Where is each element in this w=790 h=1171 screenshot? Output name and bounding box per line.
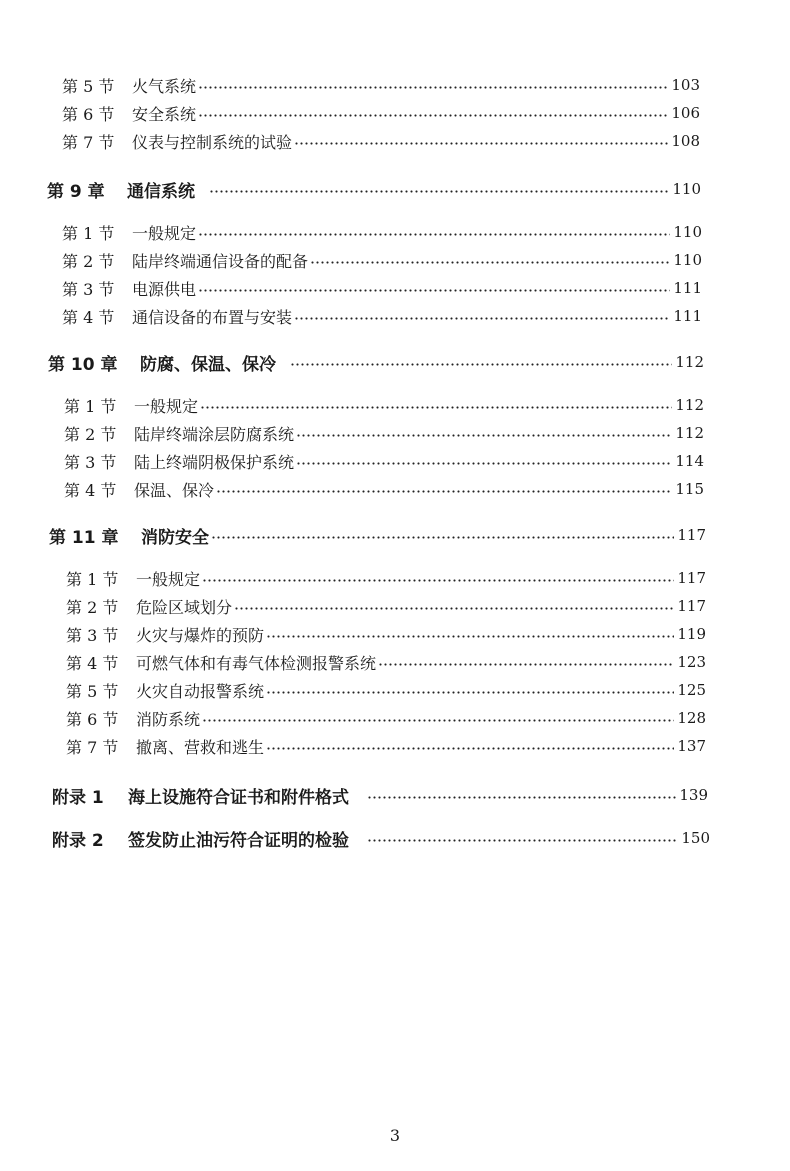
entry-page: 125 bbox=[677, 681, 706, 699]
entry-title: 电源供电 bbox=[132, 279, 197, 299]
toc-entry bbox=[66, 704, 706, 732]
dot-leader bbox=[266, 635, 674, 638]
toc-entry bbox=[66, 648, 706, 676]
entry-page: 111 bbox=[673, 307, 702, 325]
entry-label: 第 5 节 bbox=[66, 681, 119, 701]
entry-label: 第 7 节 bbox=[66, 737, 119, 757]
entry-label: 第 2 节 bbox=[62, 251, 115, 271]
toc-entry bbox=[62, 71, 700, 99]
entry-page: 128 bbox=[677, 709, 706, 727]
entry-title: 火灾自动报警系统 bbox=[136, 681, 265, 701]
toc-entry bbox=[66, 732, 706, 760]
chapter-label: 第 11 章 bbox=[49, 527, 119, 548]
entry-title: 撤离、营救和逃生 bbox=[136, 737, 265, 757]
chapter-label: 第 9 章 bbox=[47, 181, 105, 202]
toc-entry bbox=[66, 676, 706, 704]
dot-leader bbox=[198, 289, 670, 292]
appendix-label: 附录 1 bbox=[52, 787, 104, 808]
entry-title: 陆岸终端涂层防腐系统 bbox=[134, 424, 295, 444]
appendix-title: 海上设施符合证书和附件格式 bbox=[128, 787, 349, 808]
chapter-title: 消防安全 bbox=[141, 527, 209, 548]
chapter-title: 通信系统 bbox=[127, 181, 195, 202]
entry-page: 108 bbox=[671, 132, 700, 150]
entry-title: 一般规定 bbox=[136, 569, 201, 589]
appendix-page: 150 bbox=[681, 829, 710, 847]
toc-chapter bbox=[47, 175, 701, 203]
toc-appendix bbox=[52, 781, 708, 809]
toc-entry bbox=[64, 447, 704, 475]
entry-page: 110 bbox=[673, 223, 702, 241]
entry-label: 第 7 节 bbox=[62, 132, 115, 152]
entry-page: 106 bbox=[671, 104, 700, 122]
entry-label: 第 1 节 bbox=[66, 569, 119, 589]
chapter-title: 防腐、保温、保冷 bbox=[140, 354, 276, 375]
dot-leader bbox=[367, 796, 676, 799]
toc-entry bbox=[62, 99, 700, 127]
entry-page: 110 bbox=[673, 251, 702, 269]
appendix-label: 附录 2 bbox=[52, 830, 104, 851]
entry-title: 陆岸终端通信设备的配备 bbox=[132, 251, 309, 271]
entry-label: 第 4 节 bbox=[66, 653, 119, 673]
appendix-page: 139 bbox=[679, 786, 708, 804]
toc-entry bbox=[62, 302, 702, 330]
chapter-page: 110 bbox=[672, 180, 701, 198]
dot-leader bbox=[202, 579, 674, 582]
entry-title: 仪表与控制系统的试验 bbox=[132, 132, 293, 152]
toc-entry bbox=[62, 218, 702, 246]
entry-title: 一般规定 bbox=[132, 223, 197, 243]
chapter-page: 112 bbox=[675, 353, 704, 371]
entry-page: 115 bbox=[675, 480, 704, 498]
dot-leader bbox=[296, 434, 672, 437]
dot-leader bbox=[310, 261, 670, 264]
entry-title: 通信设备的布置与安装 bbox=[132, 307, 293, 327]
entry-title: 安全系统 bbox=[132, 104, 197, 124]
entry-page: 119 bbox=[677, 625, 706, 643]
entry-label: 第 3 节 bbox=[62, 279, 115, 299]
dot-leader bbox=[290, 363, 672, 366]
entry-title: 可燃气体和有毒气体检测报警系统 bbox=[136, 653, 377, 673]
dot-leader bbox=[294, 142, 668, 145]
entry-label: 第 6 节 bbox=[66, 709, 119, 729]
dot-leader bbox=[266, 691, 674, 694]
toc-entry bbox=[64, 391, 704, 419]
page-number: 3 bbox=[389, 1126, 401, 1145]
entry-label: 第 3 节 bbox=[66, 625, 119, 645]
entry-page: 111 bbox=[673, 279, 702, 297]
entry-page: 112 bbox=[675, 424, 704, 442]
entry-label: 第 6 节 bbox=[62, 104, 115, 124]
toc-entry bbox=[64, 475, 704, 503]
entry-page: 137 bbox=[677, 737, 706, 755]
appendix-title: 签发防止油污符合证明的检验 bbox=[128, 830, 349, 851]
entry-label: 第 3 节 bbox=[64, 452, 117, 472]
entry-title: 火灾与爆炸的预防 bbox=[136, 625, 265, 645]
dot-leader bbox=[367, 839, 678, 842]
toc-entry bbox=[62, 274, 702, 302]
toc-entry bbox=[66, 564, 706, 592]
entry-title: 火气系统 bbox=[132, 76, 197, 96]
entry-title: 危险区域划分 bbox=[136, 597, 233, 617]
toc-chapter bbox=[48, 348, 704, 376]
entry-page: 114 bbox=[675, 452, 704, 470]
dot-leader bbox=[294, 317, 670, 320]
dot-leader bbox=[234, 607, 674, 610]
entry-title: 保温、保冷 bbox=[134, 480, 215, 500]
dot-leader bbox=[200, 406, 672, 409]
dot-leader bbox=[198, 233, 670, 236]
entry-page: 117 bbox=[677, 569, 706, 587]
toc-entry bbox=[62, 127, 700, 155]
dot-leader bbox=[216, 490, 672, 493]
toc-appendix bbox=[52, 824, 710, 852]
entry-label: 第 4 节 bbox=[64, 480, 117, 500]
dot-leader bbox=[198, 114, 668, 117]
entry-label: 第 4 节 bbox=[62, 307, 115, 327]
dot-leader bbox=[209, 190, 669, 193]
entry-page: 123 bbox=[677, 653, 706, 671]
chapter-label: 第 10 章 bbox=[48, 354, 118, 375]
dot-leader bbox=[198, 86, 668, 89]
entry-title: 陆上终端阴极保护系统 bbox=[134, 452, 295, 472]
entry-page: 117 bbox=[677, 597, 706, 615]
dot-leader bbox=[266, 747, 674, 750]
dot-leader bbox=[296, 462, 672, 465]
toc-entry bbox=[62, 246, 702, 274]
toc-entry bbox=[64, 419, 704, 447]
entry-label: 第 1 节 bbox=[62, 223, 115, 243]
entry-page: 112 bbox=[675, 396, 704, 414]
toc-chapter bbox=[49, 521, 706, 549]
entry-label: 第 1 节 bbox=[64, 396, 117, 416]
entry-label: 第 5 节 bbox=[62, 76, 115, 96]
entry-title: 一般规定 bbox=[134, 396, 199, 416]
entry-page: 103 bbox=[671, 76, 700, 94]
toc-entry bbox=[66, 620, 706, 648]
dot-leader bbox=[211, 536, 674, 539]
dot-leader bbox=[202, 719, 674, 722]
entry-title: 消防系统 bbox=[136, 709, 201, 729]
entry-label: 第 2 节 bbox=[64, 424, 117, 444]
chapter-page: 117 bbox=[677, 526, 706, 544]
toc-entry bbox=[66, 592, 706, 620]
dot-leader bbox=[378, 663, 674, 666]
entry-label: 第 2 节 bbox=[66, 597, 119, 617]
